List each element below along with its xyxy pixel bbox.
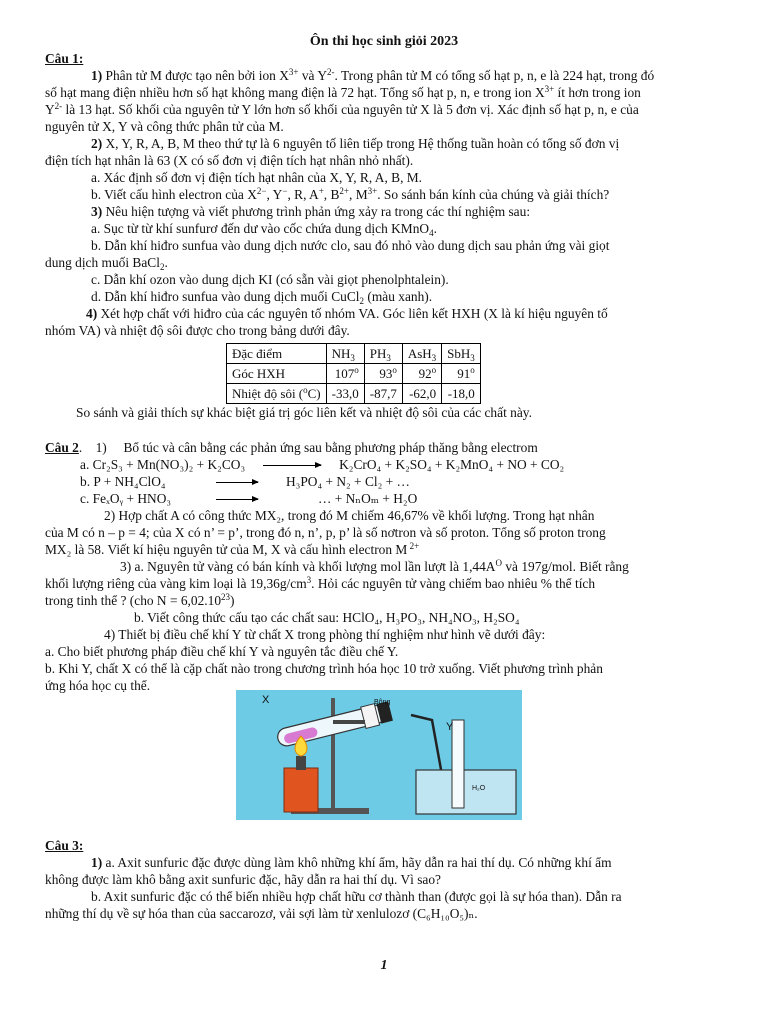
q3-item-1-number: 1) [91, 855, 103, 870]
superscript: 3 [306, 575, 312, 585]
subscript: 2 [359, 296, 365, 306]
text: trong tinh thể ? (cho N = 6,02.10 [45, 593, 222, 608]
q2-line-12: ứng hóa học cụ thể. [45, 678, 151, 693]
text: , Y [266, 187, 283, 202]
text: AsH [407, 345, 432, 361]
q1-line-4: nguyên tử X, Y và công thức phân tử của M. [45, 119, 284, 134]
text: (màu xanh). [364, 289, 433, 304]
q1-line-5 [45, 136, 725, 153]
q2-line-9: 4) Thiết bị điều chế khí Y từ chất X trong phòng thí nghiệm như hình vẽ dưới đây: [104, 627, 546, 642]
label-y: Y [446, 721, 454, 733]
superscript: 23 [221, 592, 231, 602]
q2-line-10: a. Cho biết phương pháp điều chế khí Y và nguyên tắc điều chế Y. [45, 644, 399, 659]
table-cell [402, 364, 441, 384]
table-cell: -87,7 [364, 384, 402, 404]
table-row [227, 364, 481, 384]
superscript: o [470, 364, 475, 375]
q1-line-8 [91, 187, 768, 204]
subscript: 2 [159, 262, 165, 272]
text: X, Y, R, A, B, M theo thứ tự là 6 nguyên tố liên tiếp trong Hệ thống tuần hoàn có tổng số đơn vị [102, 136, 620, 151]
superscript: + [318, 186, 324, 196]
text: Nhiệt độ sôi ( [232, 385, 304, 401]
text: C) [307, 385, 321, 401]
q2-line-11: b. Khi Y, chất X có thể là cặp chất nào trong chương trình hóa học 10 trở xuống. Viết phương trình phản [45, 661, 603, 676]
table-header-cell [326, 344, 364, 364]
q1-line-17: So sánh và giải thích sự khác biệt giá trị góc liên kết và nhiệt độ sôi của các chất này. [76, 405, 532, 420]
table-cell: Góc HXH [227, 364, 327, 384]
text: a. Sục từ từ khí sunfurơ đến dư vào cốc chứa dung dịch KMnO [91, 221, 430, 236]
q1-line-2 [45, 85, 725, 102]
table-header-cell [364, 344, 402, 364]
q2-line-3: của M có n – p = 4; của X có n’ = p’, trong đó n, n’, p, p’ là số nơtron và số proton. Tổng số proton trong [45, 525, 606, 540]
q3-line-1 [91, 855, 768, 872]
text: . [433, 221, 437, 236]
q1-line-1 [45, 68, 725, 85]
text: , R, A [287, 187, 319, 202]
text: , B [323, 187, 340, 202]
question-3-heading: Câu 3: [45, 838, 84, 853]
text: khối lượng riêng của vàng kim loại là 19,36g/cm [45, 576, 307, 591]
equation-c [80, 491, 417, 508]
superscript: − [282, 186, 288, 196]
text: . Hỏi các nguyên tử vàng chiếm bao nhiêu % thể tích [311, 576, 596, 591]
table-cell [442, 364, 481, 384]
text: a. Axit sunfuric đặc được dùng làm khô những khí ẩm, hãy dẫn ra hai thí dụ. Có những khí ẩm [102, 855, 612, 870]
superscript: 2+ [339, 186, 349, 196]
text: Xét hợp chất với hiđro của các nguyên tố nhóm VA. Góc liên kết HXH (X là kí hiệu nguyên tố [97, 306, 608, 321]
equation-a [80, 457, 564, 474]
text: Y [45, 102, 55, 117]
text: MX₂ là 58. Viết kí hiệu nguyên tử của M, X và cấu hình electron M [45, 542, 408, 557]
text: là 13 hạt. Số khối của nguyên tử Y lớn hơn số khối của nguyên tử X là 5 đơn vị. Xác định số hạt p, n, e của [62, 102, 639, 117]
text: PH [369, 345, 387, 361]
question-1-heading: Câu 1: [45, 51, 84, 66]
q1-line-9 [91, 204, 768, 221]
equation-right: H₃PO₄ + N₂ + Cl₂ + … [286, 474, 410, 489]
q3-line-3: b. Axit sunfuric đặc có thể biến nhiều hợp chất hữu cơ thành than (được gọi là sự hóa than). Dẫn ra [91, 889, 622, 904]
q2-line-5 [120, 559, 768, 576]
text: d. Dẫn khí hiđro sunfua vào dung dịch muối CuCl [91, 289, 360, 304]
q1-line-16: nhóm VA) và nhiệt độ sôi được cho trong bảng dưới đây. [45, 323, 350, 338]
text: và Y [298, 68, 327, 83]
table-cell [326, 364, 364, 384]
q2-line-7 [45, 593, 725, 610]
text: ít hơn trong ion [554, 85, 641, 100]
q1-line-3 [45, 102, 725, 119]
equation-b [80, 474, 410, 491]
text: NH [331, 345, 351, 361]
superscript: o [431, 364, 437, 375]
text: 3) a. Nguyên tử vàng có bán kính và khối lượng mol lần lượt là 1,44A [120, 559, 496, 574]
superscript: o [392, 364, 397, 375]
q2-line-1 [45, 440, 725, 457]
superscript: o [303, 384, 308, 395]
q1-line-14 [91, 289, 768, 306]
table-header-cell: Đặc điểm [227, 344, 327, 364]
reaction-arrow-icon [216, 482, 258, 483]
subscript: 3 [470, 352, 475, 363]
table-cell [227, 384, 327, 404]
superscript: O [495, 558, 502, 568]
q2-line-8: b. Viết công thức cấu tạo các chất sau: HClO₄, H₃PO₃, NH₄NO₃, H₂SO₄ [134, 610, 520, 625]
table-header-cell [442, 344, 481, 364]
label-bong: Bông [374, 699, 391, 706]
table-cell: -18,0 [442, 384, 481, 404]
table-row [227, 384, 481, 404]
subscript: 3 [431, 352, 437, 363]
label-x: X [262, 694, 270, 706]
text: 93 [379, 365, 393, 381]
question-2-heading: Câu 2 [45, 440, 79, 455]
hydride-properties-table [226, 343, 481, 404]
q3-line-4: những thí dụ về sự hóa than của saccarozơ, vải sợi làm từ xenlulozơ (C₆H₁₀O₅)ₙ. [45, 906, 478, 921]
clamp [333, 720, 365, 724]
text: . Trong phân tử M có tổng số hạt p, n, e là 224 hạt, trong đó [334, 68, 655, 83]
lab-apparatus-drawing [236, 690, 522, 820]
table-header-cell [402, 344, 441, 364]
table-cell: -62,0 [402, 384, 441, 404]
q1-item-2-number: 2) [91, 136, 103, 151]
q1-line-12 [45, 255, 725, 272]
superscript: 2- [54, 101, 63, 111]
equation-left: c. FeₓOᵧ + HNO₃ [80, 491, 172, 506]
equation-right: … + NₙOₘ + H₂O [318, 491, 418, 506]
reaction-arrow-icon [263, 465, 321, 466]
text: . So sánh bán kính của chúng và giải thích? [377, 187, 610, 202]
q1-line-13: c. Dẫn khí ozon vào dung dịch KI (có sẵn vài giọt phenolphtalein). [91, 272, 449, 287]
text: và 197g/mol. Biết rằng [501, 559, 629, 574]
water-trough [416, 770, 516, 814]
text: . 1) Bổ túc và cân bằng các phản ứng sau bằng phương pháp thăng bằng electrom [78, 440, 538, 455]
burner [284, 768, 318, 812]
text: Nêu hiện tượng và viết phương trình phản ứng xảy ra trong các thí nghiệm sau: [102, 204, 531, 219]
text: Phân tử M được tạo nên bởi ion X [102, 68, 289, 83]
q1-line-7: a. Xác định số đơn vị điện tích hạt nhân của X, Y, R, A, B, M. [91, 170, 423, 185]
text: ) [230, 593, 235, 608]
subscript: 3 [350, 352, 355, 363]
text: 91 [457, 365, 471, 381]
text: số hạt mang điện nhiều hơn số hạt không mang điện là 72 hạt. Tổng số hạt p, n, e trong ion X [45, 85, 545, 100]
label-h2o: H₂O [472, 785, 486, 792]
document-title: Ôn thi học sinh giỏi 2023 [309, 34, 459, 49]
q3-line-2: không được làm khô bằng axit sunfuric đặc, hãy dẫn ra hai thí dụ. Vì sao? [45, 872, 441, 887]
text: b. Viết cấu hình electron của X [91, 187, 257, 202]
gas-collection-tube [452, 720, 464, 808]
equation-left: a. Cr₂S₃ + Mn(NO₃)₂ + K₂CO₃ [80, 457, 246, 472]
q1-item-1-number: 1) [91, 68, 103, 83]
page-number: 1 [380, 958, 388, 973]
equation-left: b. P + NH₄ClO₄ [80, 474, 166, 489]
text: SbH [447, 345, 471, 361]
superscript: 3+ [544, 84, 555, 94]
q1-line-6: điện tích hạt nhân là 63 (X có số đơn vị điện tích hạt nhân nhỏ nhất). [45, 153, 414, 168]
superscript: o [354, 364, 359, 375]
subscript: 3 [386, 352, 391, 363]
text: . [164, 255, 168, 270]
superscript: 3+ [288, 67, 299, 77]
subscript: 4 [429, 228, 434, 238]
text: 92 [418, 365, 432, 381]
q1-line-11: b. Dẫn khí hiđro sunfua vào dung dịch nước clo, sau đó nhỏ vào dung dịch sau phản ứng vài giọt [91, 238, 610, 253]
q1-item-3-number: 3) [91, 204, 103, 219]
table-cell [364, 364, 402, 384]
superscript: 3+ [367, 186, 378, 196]
q2-line-6 [45, 576, 725, 593]
burner-neck [296, 756, 306, 770]
q2-line-2: 2) Hợp chất A có công thức MX₂, trong đó M chiếm 46,67% về khối lượng. Trong hạt nhân [104, 508, 595, 523]
superscript: 2+ [407, 541, 420, 551]
text: , M [349, 187, 368, 202]
q2-line-4 [45, 542, 725, 559]
lab-apparatus-diagram [236, 690, 522, 820]
superscript: 2- [327, 67, 335, 77]
q1-item-4-number: 4) [86, 306, 98, 321]
text: 107 [334, 365, 355, 381]
table-row [227, 344, 481, 364]
reaction-arrow-icon [216, 499, 258, 500]
superscript: 2− [256, 186, 267, 196]
table-cell: -33,0 [326, 384, 364, 404]
q1-line-15 [86, 306, 766, 323]
stand-rod [331, 698, 335, 810]
text: dung dịch muối BaCl [45, 255, 160, 270]
q1-line-10 [91, 221, 768, 238]
equation-right: K₂CrO₄ + K₂SO₄ + K₂MnO₄ + NO + CO₂ [339, 457, 565, 472]
